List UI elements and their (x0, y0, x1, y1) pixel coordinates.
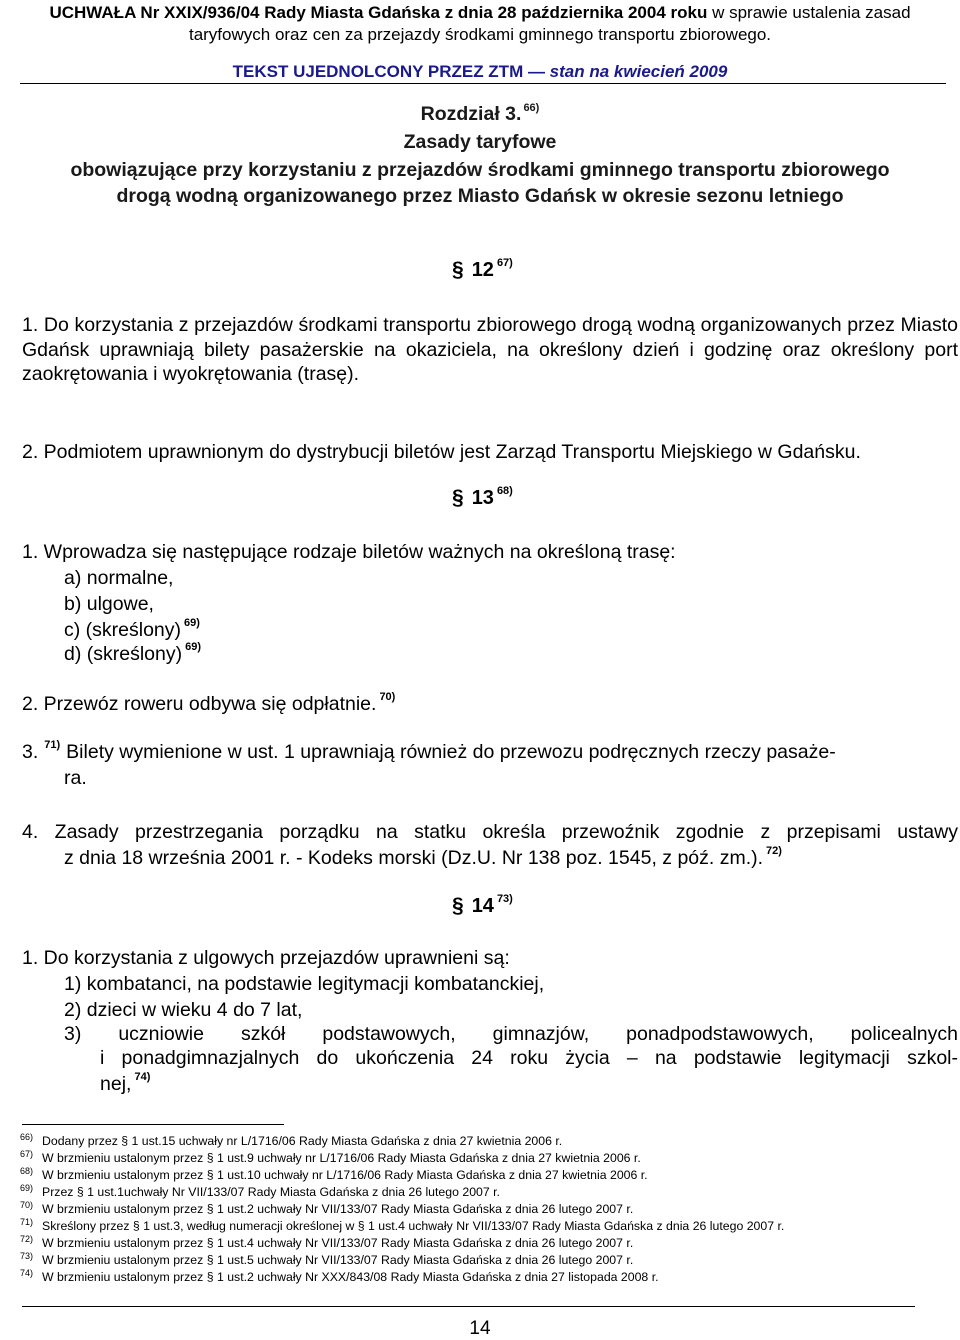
list-item: a) normalne, (64, 567, 174, 589)
page-bottom-rule (22, 1306, 915, 1307)
section-14-number: 14 (471, 895, 494, 917)
list-item (64, 618, 200, 645)
ztm-prefix: TEKST UJEDNOLCONY PRZEZ ZTM (232, 62, 528, 81)
header-title-rest: w sprawie ustalenia zasad (707, 3, 911, 22)
section-12-paragraph-2: 2. Podmiotem uprawnionym do dystrybucji biletów jest Zarząd Transportu Miejskiego w Gdańsku. (22, 441, 861, 463)
footnote (20, 1133, 562, 1151)
list-item (64, 642, 201, 669)
footnote-mark: 66) (20, 1132, 34, 1142)
footnote (20, 1218, 784, 1236)
chapter-title: Zasady taryfowe (403, 131, 557, 153)
section-14-footnote-ref: 73) (496, 893, 513, 905)
footnote (20, 1201, 633, 1219)
footnote (20, 1184, 500, 1202)
header-title-bold: UCHWAŁA Nr XXIX/936/04 Rady Miasta Gdańska z dnia 28 października 2004 roku (49, 3, 708, 22)
header-line-2: taryfowych oraz cen za przejazdy środkami gminnego transportu zbiorowego. (188, 25, 772, 44)
section-12-paragraph-1: 1. Do korzystania z przejazdów środkami transportu zbiorowego drogą wodną organizowanych przez Miasto Gdańsk uprawniają bilety pasażerskie na okaziciela, na określony dzień i godzinę oraz określony port zaokrętowania i wyokrętowania (trasę). (22, 314, 958, 385)
section-12-number: 12 (471, 259, 494, 281)
footnote-mark: 68) (20, 1166, 34, 1176)
footnote-separator (22, 1124, 284, 1125)
footnote (20, 1269, 659, 1287)
footnote-ref: 69) (184, 617, 200, 629)
section-sign: § (452, 486, 464, 509)
section-13-paragraph-4: 4. Zasady przestrzegania porządku na statku określa przewoźnik zgodnie z przepisami ustawy (22, 821, 958, 843)
ztm-line (0, 62, 960, 82)
footnote-text: W brzmieniu ustalonym przez § 1 ust.9 uchwały nr L/1716/06 Rady Miasta Gdańska z dnia 27 kwietnia 2006 r. (42, 1151, 641, 1165)
footnote-text: W brzmieniu ustalonym przez § 1 ust.2 uchwały Nr XXX/843/08 Rady Miasta Gdańska z dnia 27 listopada 2008 r. (42, 1270, 659, 1284)
section-13-paragraph-3-continuation: ra. (64, 767, 87, 789)
footnote (20, 1235, 633, 1253)
ztm-dash: — (527, 62, 545, 81)
footnote-ref: 70) (379, 691, 396, 703)
section-sign: § (452, 894, 464, 917)
list-item-text: nej, (100, 1073, 132, 1095)
footnote-mark: 67) (20, 1149, 34, 1159)
section-13-paragraph-2 (22, 692, 395, 719)
chapter-number-text: Rozdział 3. (420, 103, 522, 125)
list-item: b) ulgowe, (64, 593, 154, 615)
list-item-text: d) (skreślony) (64, 643, 183, 665)
section-13-paragraph-4-continuation (64, 846, 782, 873)
footnote (20, 1150, 641, 1168)
section-13-paragraph-1: 1. Wprowadza się następujące rodzaje biletów ważnych na określoną trasę: (22, 541, 676, 563)
ztm-status: stan na kwiecień 2009 (544, 62, 728, 81)
list-item: 2) dzieci w wieku 4 do 7 lat, (64, 999, 303, 1021)
chapter-subtitle-line-2: drogą wodną organizowanego przez Miasto Gdańsk w okresie sezonu letniego (116, 185, 844, 207)
footnote-text: W brzmieniu ustalonym przez § 1 ust.5 uchwały Nr VII/133/07 Rady Miasta Gdańska z dnia 26 lutego 2007 r. (42, 1253, 634, 1267)
header-rule (20, 83, 946, 84)
footnote-ref: 69) (185, 641, 202, 653)
paragraph-number: 3. (22, 741, 39, 763)
section-sign: § (452, 258, 464, 281)
footnote-mark: 73) (20, 1251, 34, 1261)
chapter-subtitle-line-1: obowiązujące przy korzystaniu z przejazdów środkami gminnego transportu zbiorowego (70, 159, 890, 181)
list-item: 1) kombatanci, na podstawie legitymacji kombatanckiej, (64, 973, 545, 995)
footnote (20, 1252, 633, 1270)
section-14-heading (452, 894, 513, 918)
list-item-continuation: i ponadgimnazjalnych do ukończenia 24 roku życia – na podstawie legitymacji szkol- (100, 1047, 958, 1069)
footnote-text: Skreślony przez § 1 ust.3, według numeracji określonej w § 1 ust.4 uchwały Nr VII/133/07 Rady Miasta Gdańska z dnia 26 lutego 2007 r. (42, 1219, 785, 1233)
section-13-footnote-ref: 68) (496, 485, 513, 497)
list-item: 3) uczniowie szkół podstawowych, gimnazjów, ponadpodstawowych, policealnych (64, 1023, 958, 1045)
footnote-mark: 69) (20, 1183, 34, 1193)
paragraph-text: Bilety wymienione w ust. 1 uprawniają również do przewozu podręcznych rzeczy pasaże- (66, 741, 836, 763)
footnote-mark: 72) (20, 1234, 34, 1244)
footnote-ref: 72) (766, 845, 782, 857)
footnote-text: W brzmieniu ustalonym przez § 1 ust.4 uchwały Nr VII/133/07 Rady Miasta Gdańska z dnia 26 lutego 2007 r. (42, 1236, 634, 1250)
footnote-text: Przez § 1 ust.1uchwały Nr VII/133/07 Rady Miasta Gdańska z dnia 26 lutego 2007 r. (42, 1185, 500, 1199)
chapter-footnote-ref: 66) (523, 102, 540, 114)
list-item-continuation (100, 1072, 150, 1099)
list-item-text: c) (skreślony) (64, 619, 182, 641)
footnote-mark: 70) (20, 1200, 34, 1210)
footnote-text: W brzmieniu ustalonym przez § 1 ust.2 uchwały Nr VII/133/07 Rady Miasta Gdańska z dnia 26 lutego 2007 r. (42, 1202, 634, 1216)
footnote-mark: 74) (20, 1268, 34, 1278)
header-line-1 (20, 2, 940, 24)
footnote-text: Dodany przez § 1 ust.15 uchwały nr L/1716/06 Rady Miasta Gdańska z dnia 27 kwietnia 2006 r. (42, 1134, 563, 1148)
paragraph-text: z dnia 18 września 2001 r. - Kodeks morski (Dz.U. Nr 138 poz. 1545, z póź. zm.). (64, 847, 764, 869)
section-13-heading (452, 486, 513, 510)
paragraph-text: 2. Przewóz roweru odbywa się odpłatnie. (22, 693, 377, 715)
section-13-paragraph-3 (22, 740, 958, 767)
footnote-mark: 71) (20, 1217, 34, 1227)
footnote (20, 1167, 648, 1185)
section-12-footnote-ref: 67) (496, 257, 513, 269)
footnote-ref: 74) (134, 1071, 151, 1083)
page-number: 14 (469, 1318, 491, 1339)
document-header (20, 2, 940, 46)
section-12-heading (452, 258, 513, 282)
chapter-number (0, 101, 960, 130)
footnote-text: W brzmieniu ustalonym przez § 1 ust.10 uchwały nr L/1716/06 Rady Miasta Gdańska z dnia 27 kwietnia 2006 r. (42, 1168, 648, 1182)
footnote-ref: 71) (44, 739, 61, 751)
section-14-paragraph-1: 1. Do korzystania z ulgowych przejazdów uprawnieni są: (22, 947, 510, 969)
section-13-number: 13 (471, 487, 494, 509)
